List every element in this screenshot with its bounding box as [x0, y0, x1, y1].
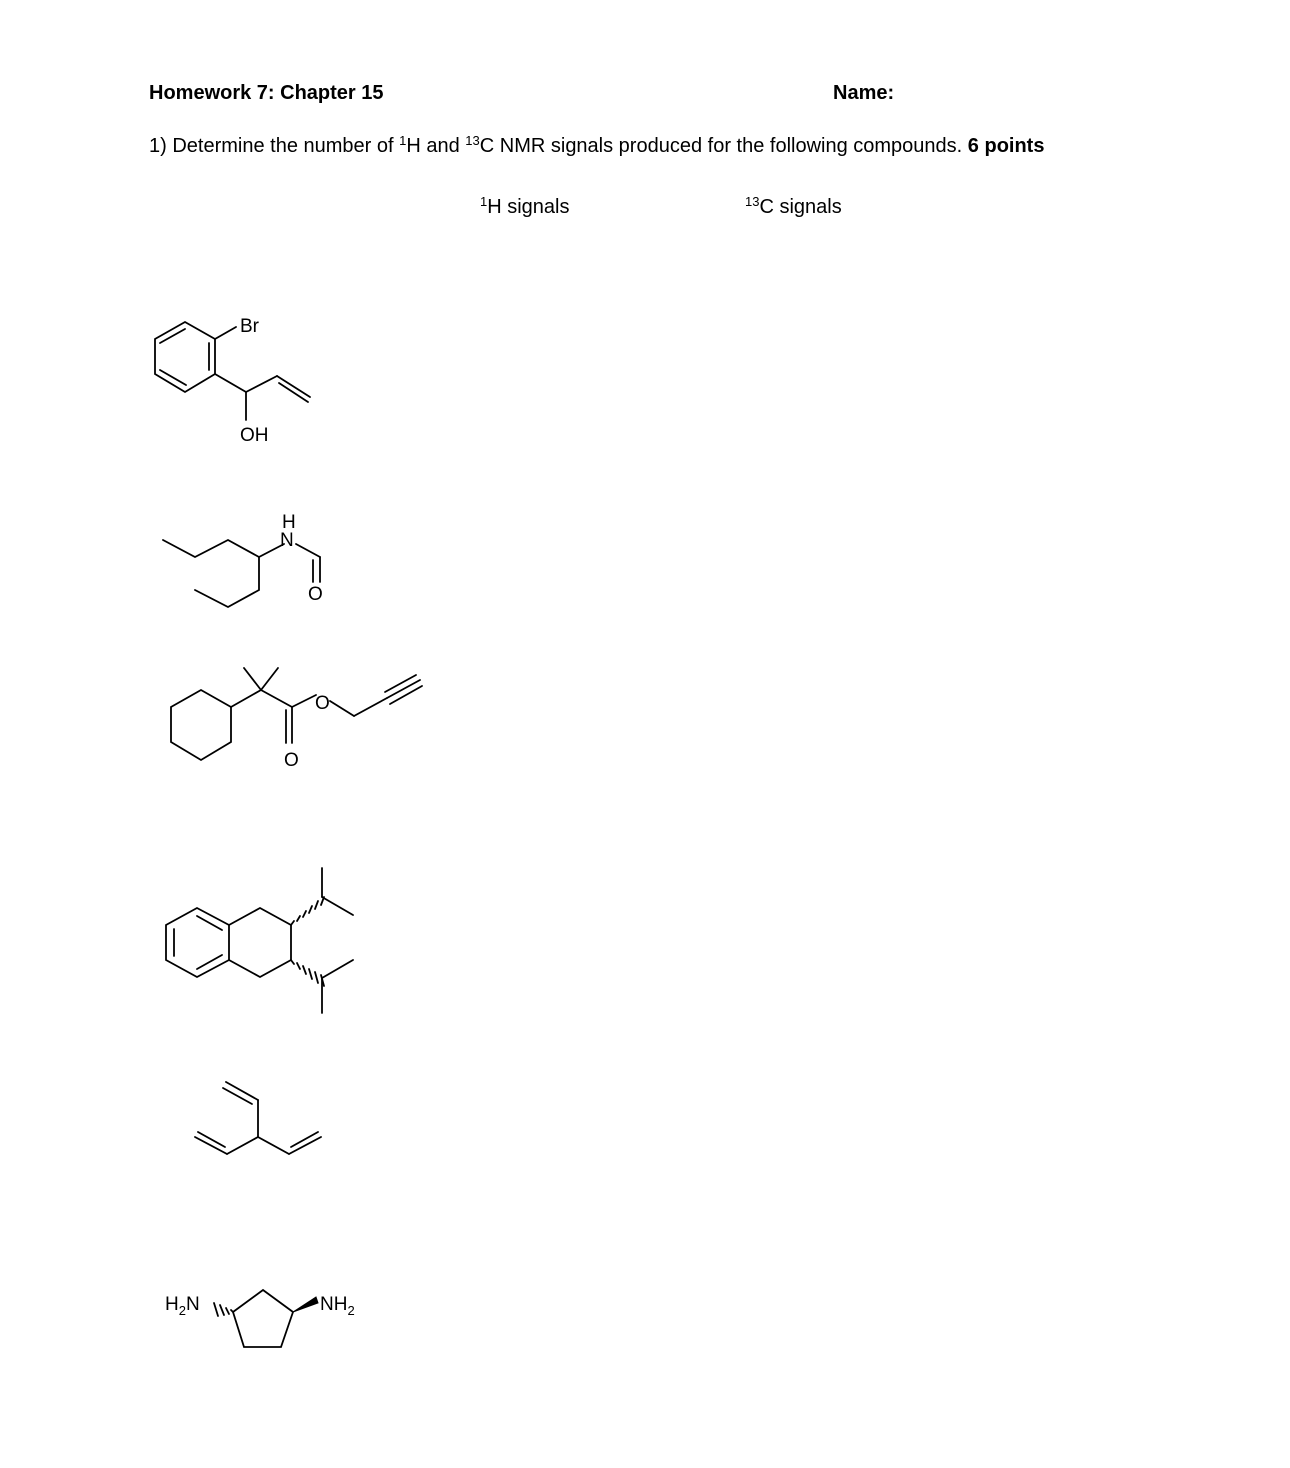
right-amine-label: $NH_2$	[320, 1294, 355, 1318]
left-amine-label: $H_2N$	[165, 1294, 200, 1318]
h-col-label: H signals	[487, 196, 570, 218]
c-col-label: C signals	[759, 196, 842, 218]
c-col-superscript: 13	[745, 194, 760, 209]
carbonyl-oxygen-label: O	[284, 750, 299, 771]
h-col-superscript: 1	[480, 194, 488, 209]
bromine-label: Br	[240, 316, 259, 337]
carbonyl-oxygen-label: O	[308, 584, 323, 605]
question-prefix: 1) Determine the number of	[149, 135, 400, 157]
nh-hydrogen-label: H	[282, 512, 296, 533]
hydroxyl-label: OH	[240, 425, 269, 446]
nitrogen-label: N	[280, 530, 294, 551]
ester-oxygen-label: O	[315, 693, 330, 714]
h-superscript: 1	[399, 133, 407, 148]
c-superscript: 13	[465, 133, 480, 148]
question-c-text: C NMR signals produced for the following compounds.	[479, 135, 968, 157]
assignment-title: Homework 7: Chapter 15	[149, 82, 384, 104]
question-points: 6 points	[967, 135, 1045, 157]
question-h-text: H and	[406, 135, 466, 157]
name-label: Name:	[833, 82, 895, 104]
